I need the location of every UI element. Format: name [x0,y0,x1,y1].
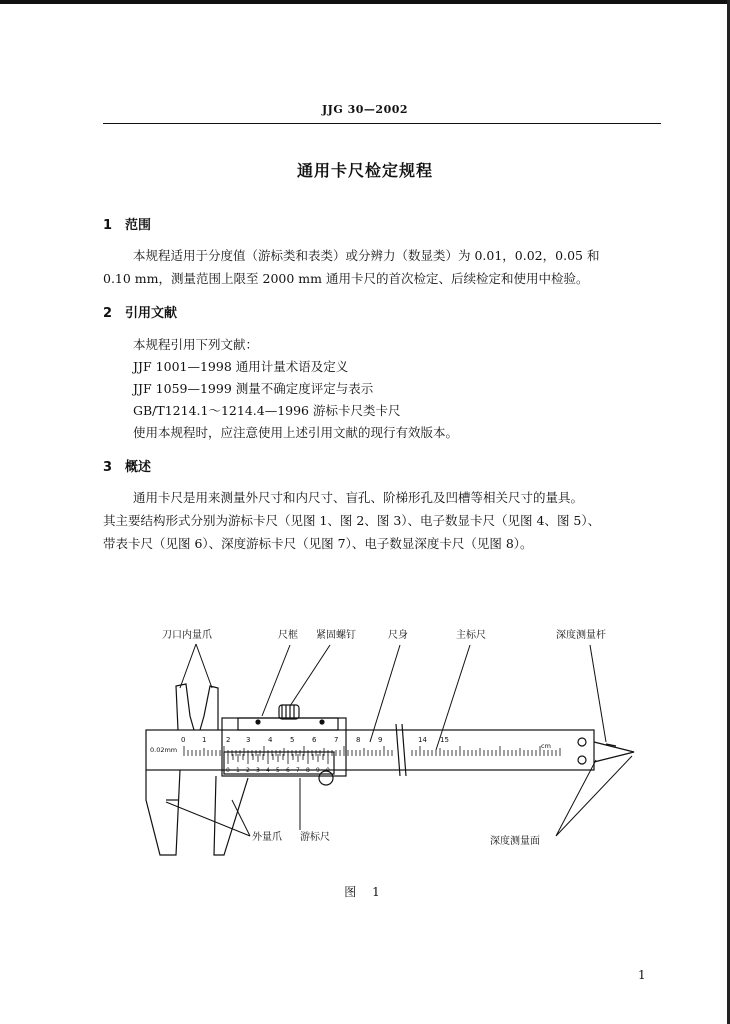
main-scale-number: 1 [202,736,207,744]
vernier-number: 1 [236,767,240,774]
page-title: 通用卡尺检定规程 [296,161,433,180]
vernier-number: 2 [246,767,250,774]
vernier-number: 0 [326,767,330,774]
references-intro: 本规程引用下列文献： [133,337,259,352]
main-scale-number: 14 [418,736,427,744]
reference-item: JJF 1059—1999 测量不确定度评定与表示 [133,381,374,396]
main-scale-number: 8 [356,736,361,744]
document-code: JJG 30—2002 [321,103,409,116]
vernier-number: 9 [316,767,320,774]
fixed-inner-jaw [176,684,194,730]
division-value: 0.02mm [150,746,178,754]
figure-caption: 图 1 [344,885,386,899]
label-depth-rod: 深度测量杆 [556,630,606,641]
leader-main-scale [436,645,470,750]
overview-line-2: 其主要结构形式分别为游标卡尺（见图 1、图 2、图 3）、电子数显卡尺（见图 4、图 5）、 [103,513,601,528]
vernier-number: 0 [226,767,230,774]
overview-line-1: 通用卡尺是用来测量外尺寸和内尺寸、盲孔、阶梯形孔及凹槽等相关尺寸的量具。 [133,490,584,505]
section-number: 3 [103,460,113,475]
section-number: 2 [103,306,113,321]
main-scale-number: 0 [181,736,186,744]
leader-depth-rod [590,645,606,742]
leader-body [370,645,400,742]
page-number: 1 [638,968,646,982]
unit-label: cm [541,742,551,750]
label-body: 尺身 [388,630,408,641]
fixed-outer-jaw [146,770,180,855]
main-beam [146,730,594,770]
label-frame: 尺框 [278,630,298,641]
reference-item: GB/T1214.1～1214.4—1996 游标卡尺类卡尺 [133,403,401,418]
leader-screw [290,645,330,706]
moving-inner-jaw [200,686,218,730]
vernier-number: 3 [256,767,260,774]
label-main-scale: 主标尺 [456,630,486,641]
scope-line-2: 0.10 mm，测量范围上限至 2000 mm 通用卡尺的首次检定、后续检定和使用中检验。 [103,271,589,286]
main-scale-number: 3 [246,736,251,744]
beam-break [396,724,406,776]
vernier-scale-ticks [228,754,328,764]
overview-line-3: 带表卡尺（见图 6）、深度游标卡尺（见图 7）、电子数显深度卡尺（见图 8）。 [103,536,533,551]
moving-outer-jaw [214,776,248,855]
section-title: 范围 [125,218,152,233]
reference-item: JJF 1001—1998 通用计量术语及定义 [133,359,349,374]
section-title: 引用文献 [125,306,178,321]
label-inner-jaw: 刀口内量爪 [162,630,212,641]
vernier-number: 8 [306,767,310,774]
section-number: 1 [103,218,113,233]
label-outer-jaw: 外量爪 [252,832,282,843]
leader-inner-jaw [180,644,212,688]
label-screw: 紧固螺钉 [316,630,356,641]
main-scale-number: 15 [440,736,449,744]
scope-line-1: 本规程适用于分度值（游标类和表类）或分辨力（数显类）为 0.01，0.02，0.05 和 [133,248,600,263]
main-scale-number: 4 [268,736,273,744]
main-scale-ticks [184,746,560,756]
main-scale-number: 7 [334,736,339,744]
vernier-number: 4 [266,767,270,774]
references-note: 使用本规程时，应注意使用上述引用文献的现行有效版本。 [133,425,459,440]
vernier-number: 6 [286,767,290,774]
label-depth-face: 深度测量面 [490,836,540,847]
main-scale-number: 6 [312,736,317,744]
label-vernier: 游标尺 [300,832,330,843]
main-scale-number: 9 [378,736,383,744]
main-scale-number: 5 [290,736,295,744]
vernier-number: 5 [276,767,280,774]
main-scale-number: 2 [226,736,231,744]
section-title: 概述 [125,460,152,475]
vernier-number: 7 [296,767,300,774]
